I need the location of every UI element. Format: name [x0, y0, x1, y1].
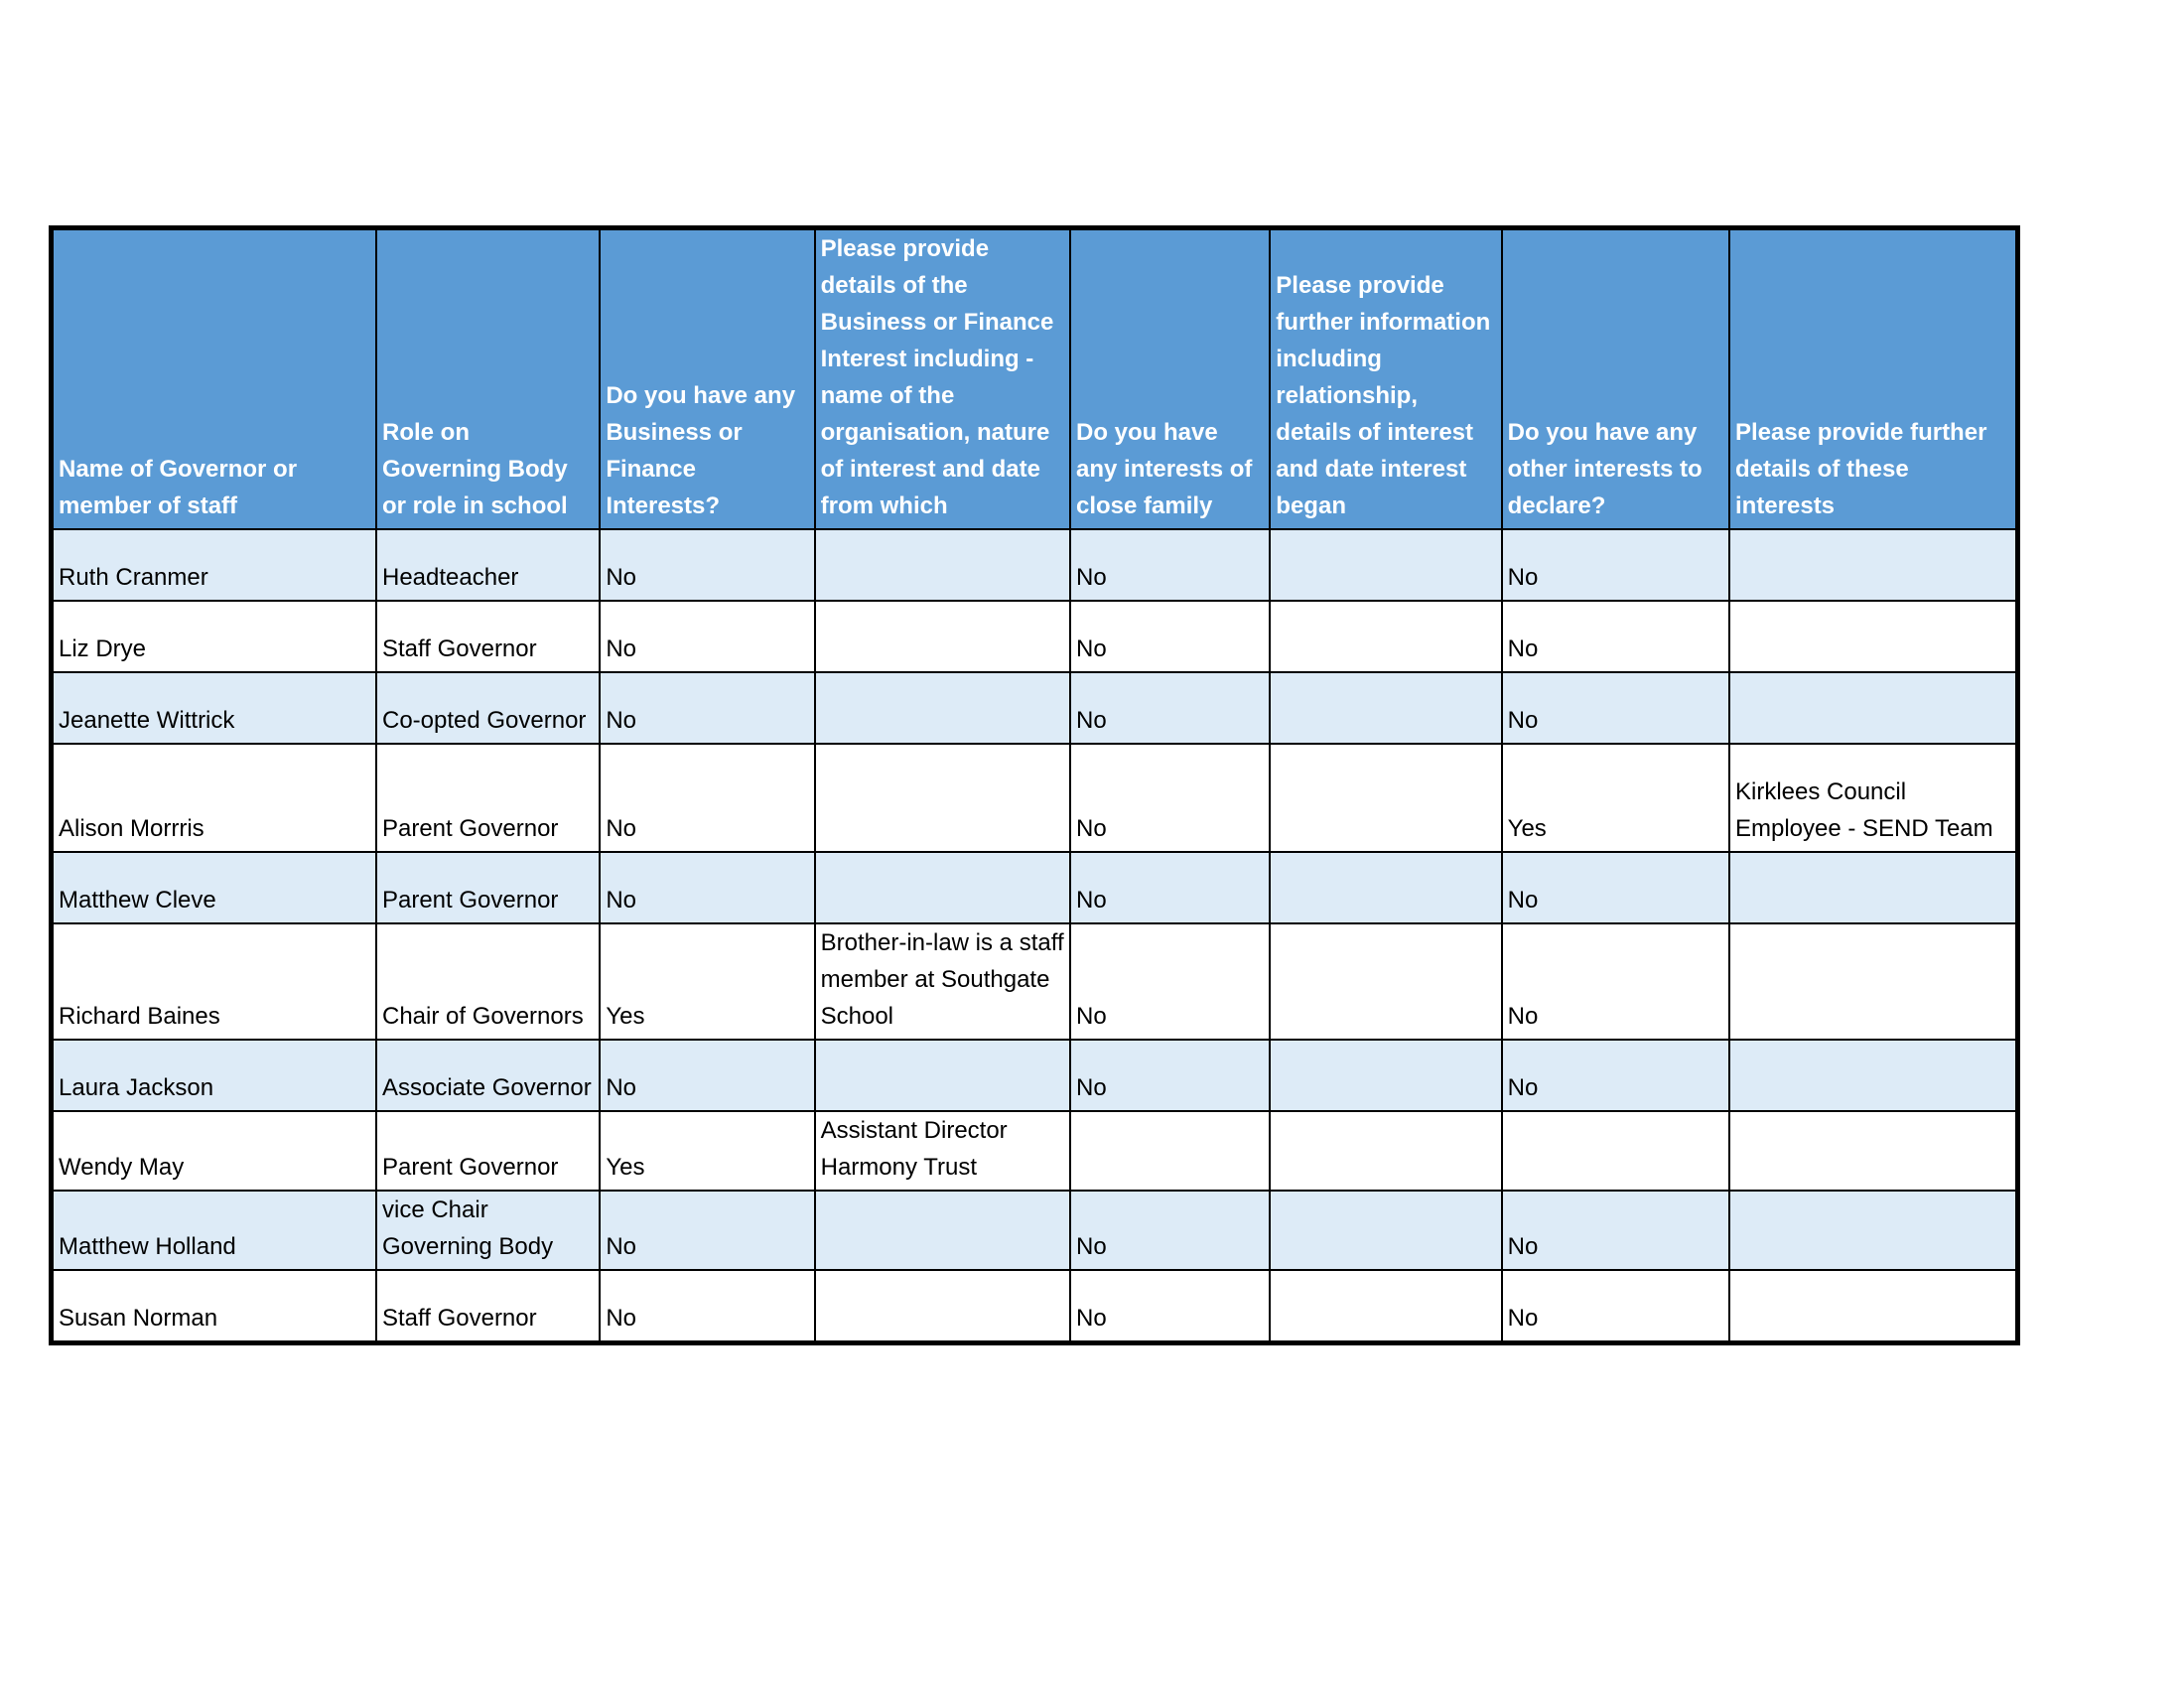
cell-other-details	[1729, 923, 2018, 1040]
cell-business-interests: No	[600, 1191, 814, 1270]
cell-role: Staff Governor	[376, 601, 600, 672]
cell-other-interests: No	[1502, 529, 1729, 601]
cell-name: Laura Jackson	[52, 1040, 376, 1111]
cell-other-interests: No	[1502, 1040, 1729, 1111]
cell-name: Susan Norman	[52, 1270, 376, 1343]
cell-business-interests: No	[600, 852, 814, 923]
table-row	[52, 1111, 2018, 1191]
cell-role: Staff Governor	[376, 1270, 600, 1343]
cell-family-interests: No	[1070, 1191, 1270, 1270]
table-row	[52, 601, 2018, 672]
cell-other-details: Kirklees Council Employee - SEND Team	[1729, 744, 2018, 852]
header-name: Name of Governor or member of staff	[52, 228, 376, 530]
cell-other-details	[1729, 601, 2018, 672]
cell-other-details	[1729, 1191, 2018, 1270]
cell-role: Parent Governor	[376, 852, 600, 923]
cell-name: Wendy May	[52, 1111, 376, 1191]
cell-business-interests: No	[600, 1040, 814, 1111]
cell-business-details: Assistant Director Harmony Trust	[815, 1111, 1070, 1191]
cell-other-details	[1729, 852, 2018, 923]
table-row	[52, 1040, 2018, 1111]
cell-family-details	[1270, 744, 1501, 852]
header-family-details: Please provide further information including relationship, details of interest and date interest began	[1270, 228, 1501, 530]
cell-role: Headteacher	[376, 529, 600, 601]
cell-other-interests: No	[1502, 1191, 1729, 1270]
cell-family-interests: No	[1070, 601, 1270, 672]
header-family-interests: Do you have any interests of close family	[1070, 228, 1270, 530]
cell-family-interests: No	[1070, 1040, 1270, 1111]
cell-role: Chair of Governors	[376, 923, 600, 1040]
cell-business-interests: No	[600, 744, 814, 852]
cell-family-interests: No	[1070, 852, 1270, 923]
cell-business-details	[815, 1191, 1070, 1270]
cell-business-interests: No	[600, 601, 814, 672]
cell-role: Associate Governor	[376, 1040, 600, 1111]
cell-family-interests: No	[1070, 529, 1270, 601]
cell-business-details: Brother-in-law is a staff member at Southgate School	[815, 923, 1070, 1040]
header-role: Role on Governing Body or role in school	[376, 228, 600, 530]
register-of-interests-table	[49, 225, 2020, 1345]
cell-business-details	[815, 1040, 1070, 1111]
table-row	[52, 852, 2018, 923]
cell-other-details	[1729, 1270, 2018, 1343]
cell-business-interests: No	[600, 672, 814, 744]
cell-family-details	[1270, 529, 1501, 601]
cell-name: Matthew Cleve	[52, 852, 376, 923]
cell-other-interests: No	[1502, 601, 1729, 672]
cell-business-details	[815, 672, 1070, 744]
table-row	[52, 744, 2018, 852]
cell-other-interests: Yes	[1502, 744, 1729, 852]
cell-name: Jeanette Wittrick	[52, 672, 376, 744]
cell-business-details	[815, 744, 1070, 852]
cell-family-details	[1270, 1111, 1501, 1191]
cell-family-details	[1270, 672, 1501, 744]
cell-other-details	[1729, 1111, 2018, 1191]
cell-other-interests: No	[1502, 923, 1729, 1040]
cell-name: Liz Drye	[52, 601, 376, 672]
cell-other-details	[1729, 672, 2018, 744]
cell-role: Co-opted Governor	[376, 672, 600, 744]
cell-family-details	[1270, 1270, 1501, 1343]
cell-other-interests: No	[1502, 672, 1729, 744]
header-other-interests: Do you have any other interests to declare?	[1502, 228, 1729, 530]
cell-family-details	[1270, 601, 1501, 672]
cell-role: Parent Governor	[376, 744, 600, 852]
cell-name: Ruth Cranmer	[52, 529, 376, 601]
cell-family-interests: No	[1070, 672, 1270, 744]
cell-business-details	[815, 601, 1070, 672]
cell-other-interests: No	[1502, 1270, 1729, 1343]
table-row	[52, 1191, 2018, 1270]
cell-other-details	[1729, 529, 2018, 601]
cell-family-interests	[1070, 1111, 1270, 1191]
cell-name: Alison Morrris	[52, 744, 376, 852]
cell-other-interests	[1502, 1111, 1729, 1191]
cell-name: Richard Baines	[52, 923, 376, 1040]
table-row	[52, 529, 2018, 601]
cell-other-interests: No	[1502, 852, 1729, 923]
header-other-details: Please provide further details of these interests	[1729, 228, 2018, 530]
cell-business-interests: Yes	[600, 923, 814, 1040]
header-business-interests: Do you have any Business or Finance Interests?	[600, 228, 814, 530]
cell-business-interests: Yes	[600, 1111, 814, 1191]
header-row	[52, 228, 2018, 530]
cell-family-details	[1270, 852, 1501, 923]
header-business-details: Please provide details of the Business or Finance Interest including - name of the organisation, nature of interest and date from which	[815, 228, 1070, 530]
cell-business-interests: No	[600, 529, 814, 601]
cell-family-details	[1270, 923, 1501, 1040]
cell-role: Parent Governor	[376, 1111, 600, 1191]
cell-family-interests: No	[1070, 744, 1270, 852]
cell-family-details	[1270, 1191, 1501, 1270]
table-row	[52, 1270, 2018, 1343]
cell-business-details	[815, 529, 1070, 601]
table-header	[52, 228, 2018, 530]
table-row	[52, 672, 2018, 744]
table-row	[52, 923, 2018, 1040]
cell-other-details	[1729, 1040, 2018, 1111]
cell-family-details	[1270, 1040, 1501, 1111]
cell-family-interests: No	[1070, 1270, 1270, 1343]
cell-name: Matthew Holland	[52, 1191, 376, 1270]
cell-family-interests: No	[1070, 923, 1270, 1040]
cell-role: vice Chair Governing Body	[376, 1191, 600, 1270]
cell-business-details	[815, 852, 1070, 923]
cell-business-details	[815, 1270, 1070, 1343]
cell-business-interests: No	[600, 1270, 814, 1343]
